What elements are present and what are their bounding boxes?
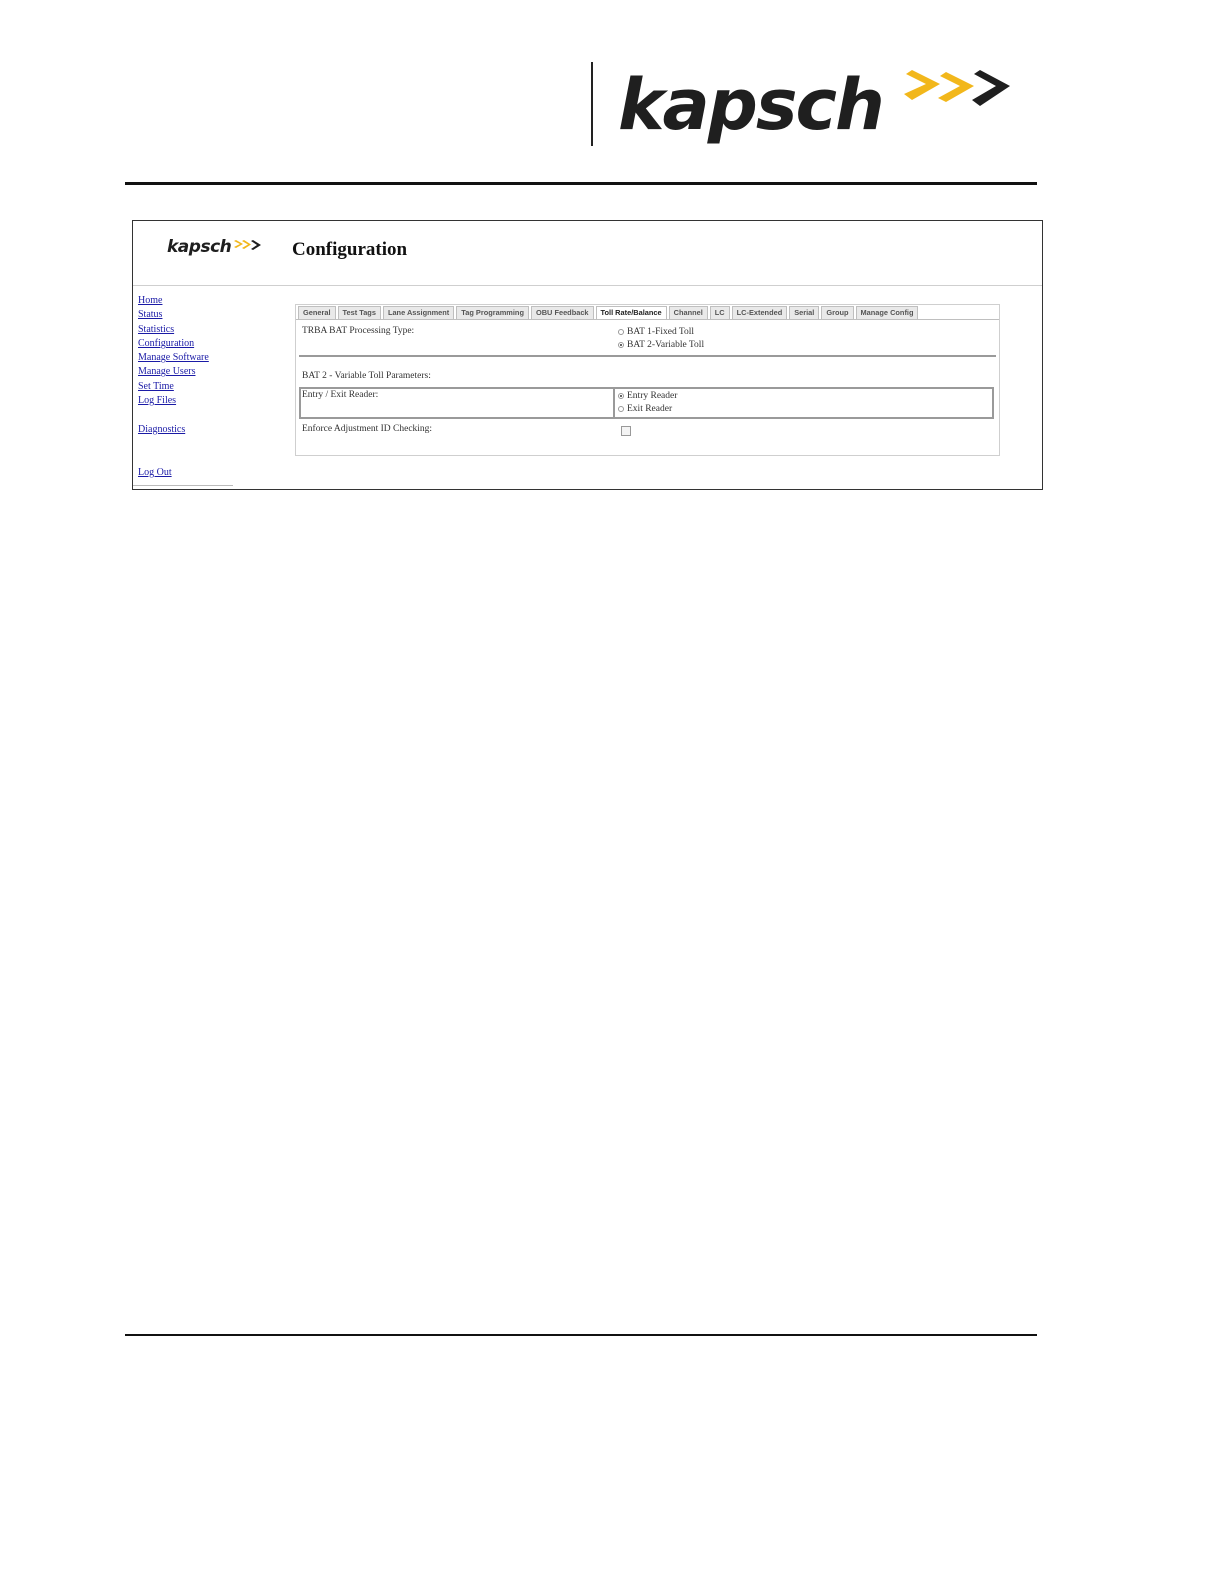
enforce-label: Enforce Adjustment ID Checking: (302, 424, 433, 434)
tab-toll-rate-balance[interactable]: Toll Rate/Balance (596, 306, 667, 319)
nav-link-manage-users[interactable]: Manage Users (138, 366, 196, 377)
bat1-fixed-radio[interactable] (618, 329, 624, 335)
sidebar-divider (133, 485, 233, 486)
exit-reader-radio[interactable] (618, 406, 624, 412)
entry-reader-radio[interactable] (618, 393, 624, 399)
nav-link-log-files[interactable]: Log Files (138, 395, 177, 406)
exit-reader-label: Exit Reader (627, 404, 673, 414)
nav-link-statistics[interactable]: Statistics (138, 324, 175, 335)
bat1-fixed-option[interactable] (618, 327, 694, 337)
nav-link-configuration[interactable]: Configuration (138, 338, 195, 349)
section-divider (299, 355, 996, 357)
nav-link-home[interactable]: Home (138, 295, 163, 306)
exit-reader-option[interactable] (618, 404, 672, 414)
bat2-variable-label: BAT 2-Variable Toll (627, 340, 705, 350)
tabs-baseline (296, 319, 999, 320)
header-rule (125, 182, 1037, 185)
footer-rule (125, 1334, 1037, 1336)
app-logo-wordmark: kapsch (167, 237, 232, 257)
tab-general[interactable]: General (298, 306, 336, 319)
tab-obu-feedback[interactable]: OBU Feedback (531, 306, 594, 319)
tab-manage-config[interactable]: Manage Config (856, 306, 919, 319)
nav-link-diagnostics[interactable]: Diagnostics (138, 424, 186, 435)
processing-type-label: TRBA BAT Processing Type: (302, 326, 415, 336)
tab-channel[interactable]: Channel (669, 306, 708, 319)
nav-link-log-out[interactable]: Log Out (138, 467, 172, 478)
header-divider (591, 62, 593, 146)
tab-lc[interactable]: LC (710, 306, 730, 319)
entry-reader-option[interactable] (618, 391, 677, 401)
bat2-variable-radio[interactable] (618, 342, 624, 348)
configuration-screenshot (132, 220, 1043, 490)
entry-exit-separator (613, 389, 615, 417)
logo-chevrons-icon (900, 64, 1030, 120)
entry-reader-label: Entry Reader (627, 391, 678, 401)
enforce-checkbox[interactable] (621, 426, 631, 436)
bat2-variable-option[interactable] (618, 340, 704, 350)
app-header (133, 221, 1042, 286)
config-tabs (298, 306, 920, 319)
tab-serial[interactable]: Serial (789, 306, 819, 319)
logo-wordmark: kapsch (618, 64, 883, 146)
nav-link-manage-software[interactable]: Manage Software (138, 352, 209, 363)
tab-test-tags[interactable]: Test Tags (338, 306, 381, 319)
entry-exit-box (299, 387, 994, 419)
tab-lane-assignment[interactable]: Lane Assignment (383, 306, 454, 319)
entry-exit-label: Entry / Exit Reader: (302, 390, 379, 400)
tab-lc-extended[interactable]: LC-Extended (732, 306, 788, 319)
bat1-fixed-label: BAT 1-Fixed Toll (627, 327, 695, 337)
variable-params-heading: BAT 2 - Variable Toll Parameters: (302, 371, 431, 381)
page-title: Configuration (292, 239, 408, 260)
nav-link-status[interactable]: Status (138, 309, 163, 320)
app-logo-chevrons-icon (233, 239, 263, 253)
tab-tag-programming[interactable]: Tag Programming (456, 306, 529, 319)
config-panel (295, 304, 1000, 456)
tab-group[interactable]: Group (821, 306, 853, 319)
nav-link-set-time[interactable]: Set Time (138, 381, 174, 392)
app-logo (167, 235, 277, 265)
kapsch-logo (612, 58, 1032, 154)
